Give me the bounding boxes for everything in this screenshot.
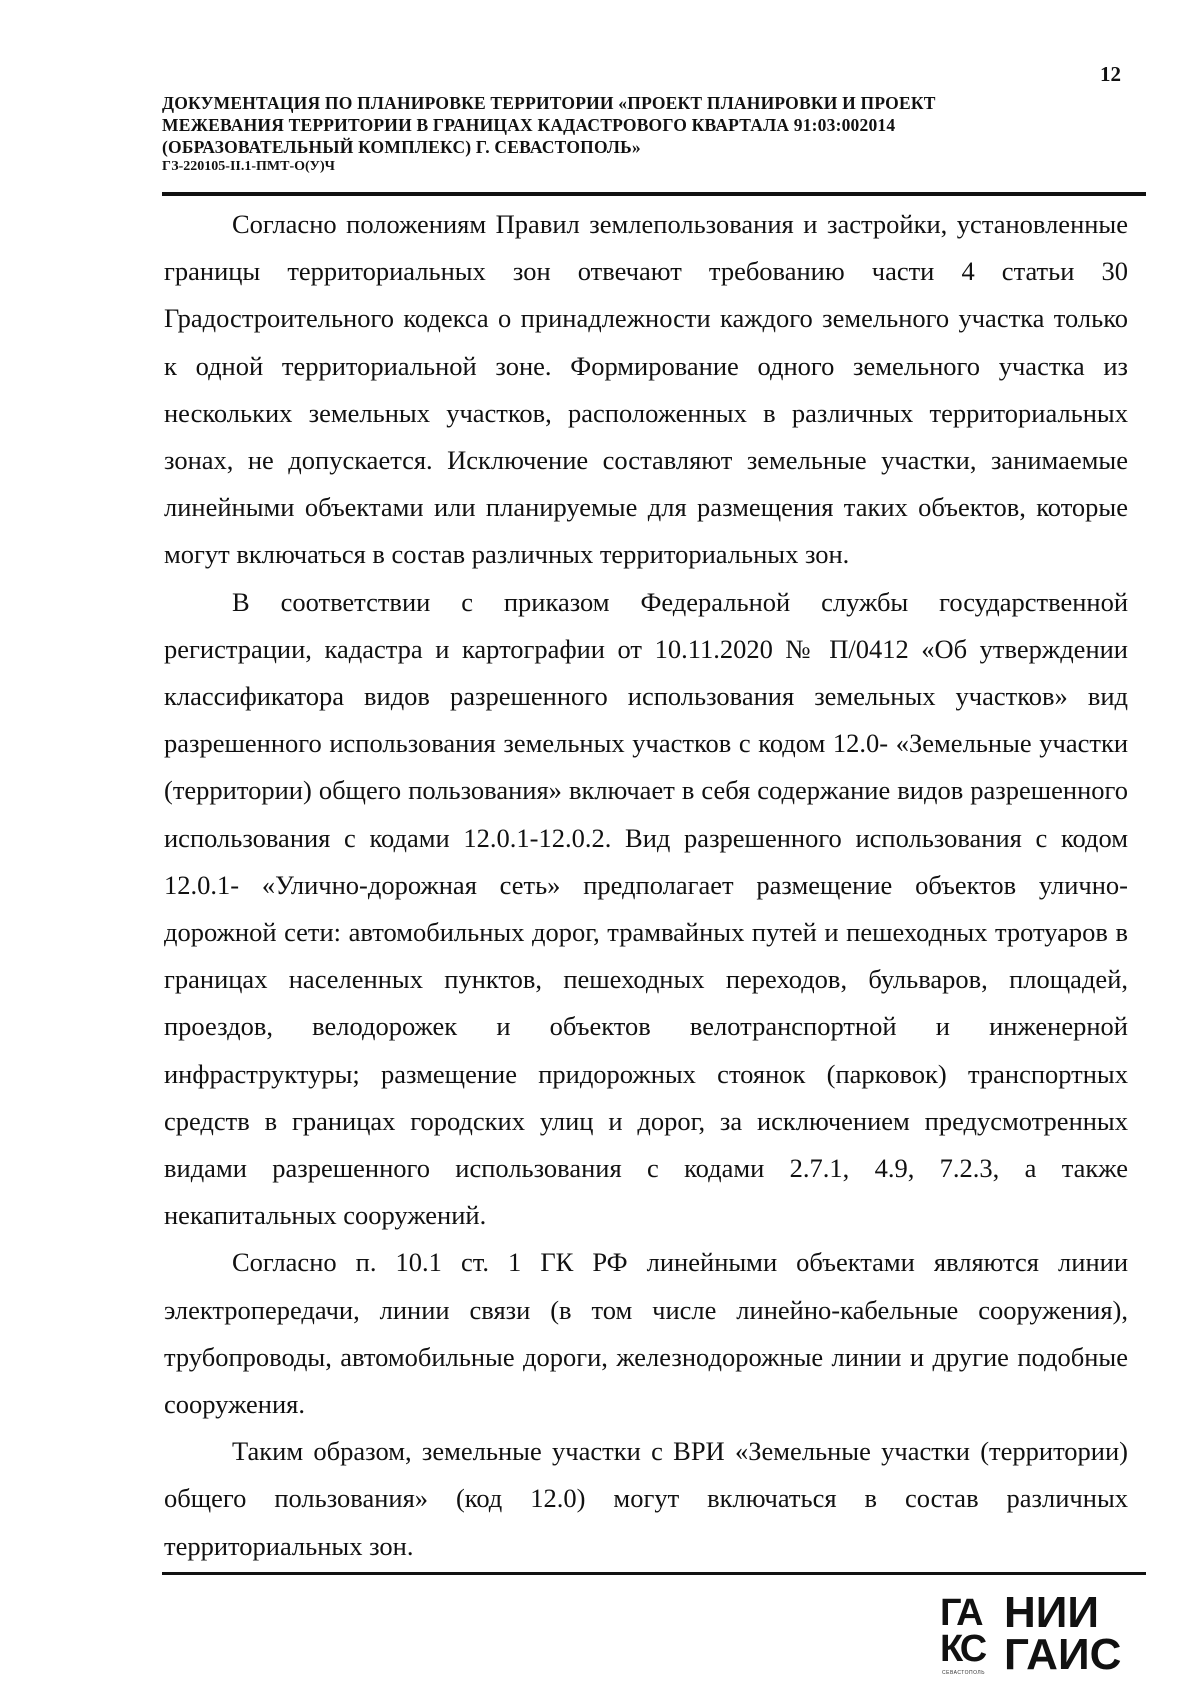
body-paragraph: Согласно положениям Правил землепользования и застройки, установленные границы территориальных зон отвечают требованию части 4 статьи 30 Градостроительного кодекса о принадлежности каждого земельного участка только к одной территориальной зоне. Формирование одного земельного участка из нескольких земельных участков, расположенных в различных территориальных зонах, не допускается. Исключение составляют земельные участки, занимаемые линейными объектами или планируемые для размещения таких объектов, которые могут включаться в состав различных территориальных зон. <box>164 209 1128 570</box>
logo-wordmark-line-2: ГАИС <box>1004 1630 1122 1679</box>
document-code: ГЗ-220105-II.1-ПМТ-О(У)Ч <box>162 159 335 174</box>
company-logo <box>940 1588 1140 1682</box>
logo-wordmark-line-1: НИИ <box>1004 1588 1100 1637</box>
header-title-line-3: (ОБРАЗОВАТЕЛЬНЫЙ КОМПЛЕКС) Г. СЕВАСТОПОЛЬ» <box>162 137 641 157</box>
footer-divider <box>162 1572 1146 1575</box>
header-title-line-1: ДОКУМЕНТАЦИЯ ПО ПЛАНИРОВКЕ ТЕРРИТОРИИ «ПРОЕКТ ПЛАНИРОВКИ И ПРОЕКТ <box>162 93 936 113</box>
document-body <box>164 201 1128 1570</box>
page-number: 12 <box>1100 62 1121 86</box>
logo-mark-bottom: КС <box>940 1628 985 1670</box>
logo-wordmark <box>1004 1588 1122 1679</box>
body-paragraph: Согласно п. 10.1 ст. 1 ГК РФ линейными объектами являются линии электропередачи, линии связи (в том числе линейно-кабельные сооружения), трубопроводы, автомобильные дороги, железнодорожные линии и другие подобные сооружения. <box>164 1247 1128 1420</box>
logo-mark-top: ГА <box>940 1592 981 1634</box>
body-paragraph: В соответствии с приказом Федеральной службы государственной регистрации, кадастра и картографии от 10.11.2020 № П/0412 «Об утверждении классификатора видов разрешенного использования земельных участков» вид разрешенного использования земельных участков с кодом 12.0- «Земельные участки (территории) общего пользования» включает в себя содержание видов разрешенного использования с кодами 12.0.1-12.0.2. Вид разрешенного использования с кодом 12.0.1- «Улично-дорожная сеть» предполагает размещение объектов улично-дорожной сети: автомобильных дорог, трамвайных путей и пешеходных тротуаров в границах населенных пунктов, пешеходных переходов, бульваров, площадей, проездов, велодорожек и объектов велотранспортной и инженерной инфраструктуры; размещение придорожных стоянок (парковок) транспортных средств в границах городских улиц и дорог, за исключением предусмотренных видами разрешенного использования с кодами 2.7.1, 4.9, 7.2.3, а также некапитальных сооружений. <box>164 586 1128 1231</box>
body-paragraph: Таким образом, земельные участки с ВРИ «Земельные участки (территории) общего пользования» (код 12.0) могут включаться в состав различных территориальных зон. <box>164 1436 1128 1561</box>
logo-mark-icon <box>940 1594 1002 1674</box>
logo-city: СЕВАСТОПОЛЬ <box>942 1670 985 1676</box>
header-title-line-2: МЕЖЕВАНИЯ ТЕРРИТОРИИ В ГРАНИЦАХ КАДАСТРОВОГО КВАРТАЛА 91:03:002014 <box>162 115 896 135</box>
document-header <box>162 92 1062 176</box>
header-divider <box>162 192 1146 196</box>
